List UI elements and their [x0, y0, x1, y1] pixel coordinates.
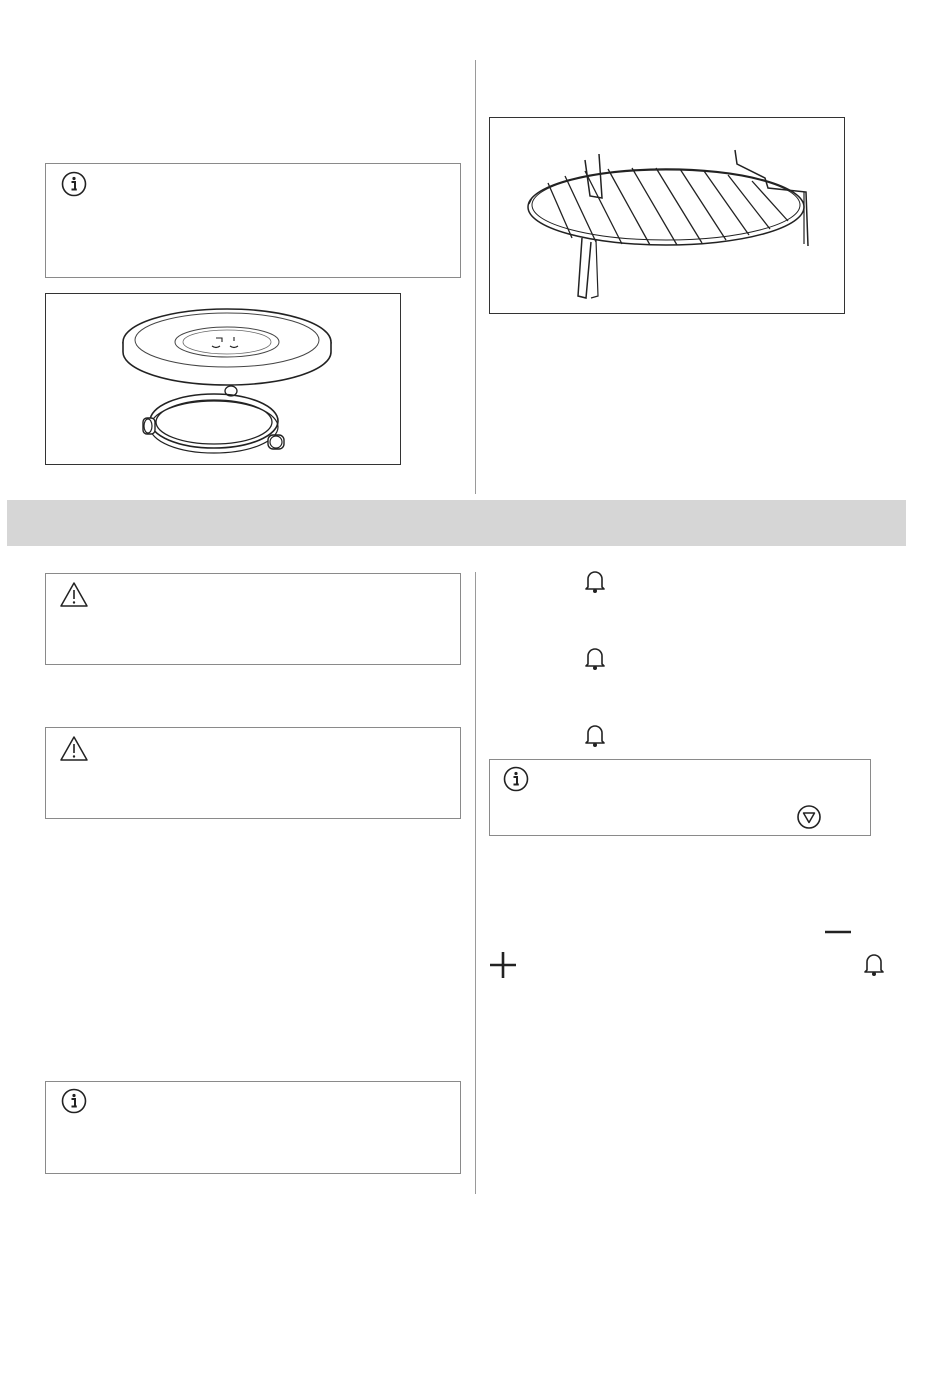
- info-icon: [503, 766, 529, 792]
- warning-icon: [59, 581, 89, 608]
- minus-icon: [824, 927, 852, 937]
- info-note-box-right: [489, 759, 871, 836]
- info-note-box-top: [45, 163, 461, 278]
- bell-icon: [862, 951, 886, 977]
- section-heading-band: [7, 500, 906, 546]
- wire-rack-figure: [489, 117, 845, 314]
- turntable-figure: [45, 293, 401, 465]
- info-note-box-bottom: [45, 1081, 461, 1174]
- info-icon: [61, 171, 87, 197]
- bell-icon: [583, 645, 607, 671]
- plus-icon: [489, 951, 517, 979]
- warning-box-1: [45, 573, 461, 665]
- column-divider-top: [475, 60, 476, 494]
- bell-icon: [583, 722, 607, 748]
- warning-box-2: [45, 727, 461, 819]
- bell-icon: [583, 568, 607, 594]
- down-triangle-circle-icon: [796, 804, 822, 830]
- column-divider-bottom: [475, 572, 476, 1194]
- info-icon: [61, 1088, 87, 1114]
- warning-icon: [59, 735, 89, 762]
